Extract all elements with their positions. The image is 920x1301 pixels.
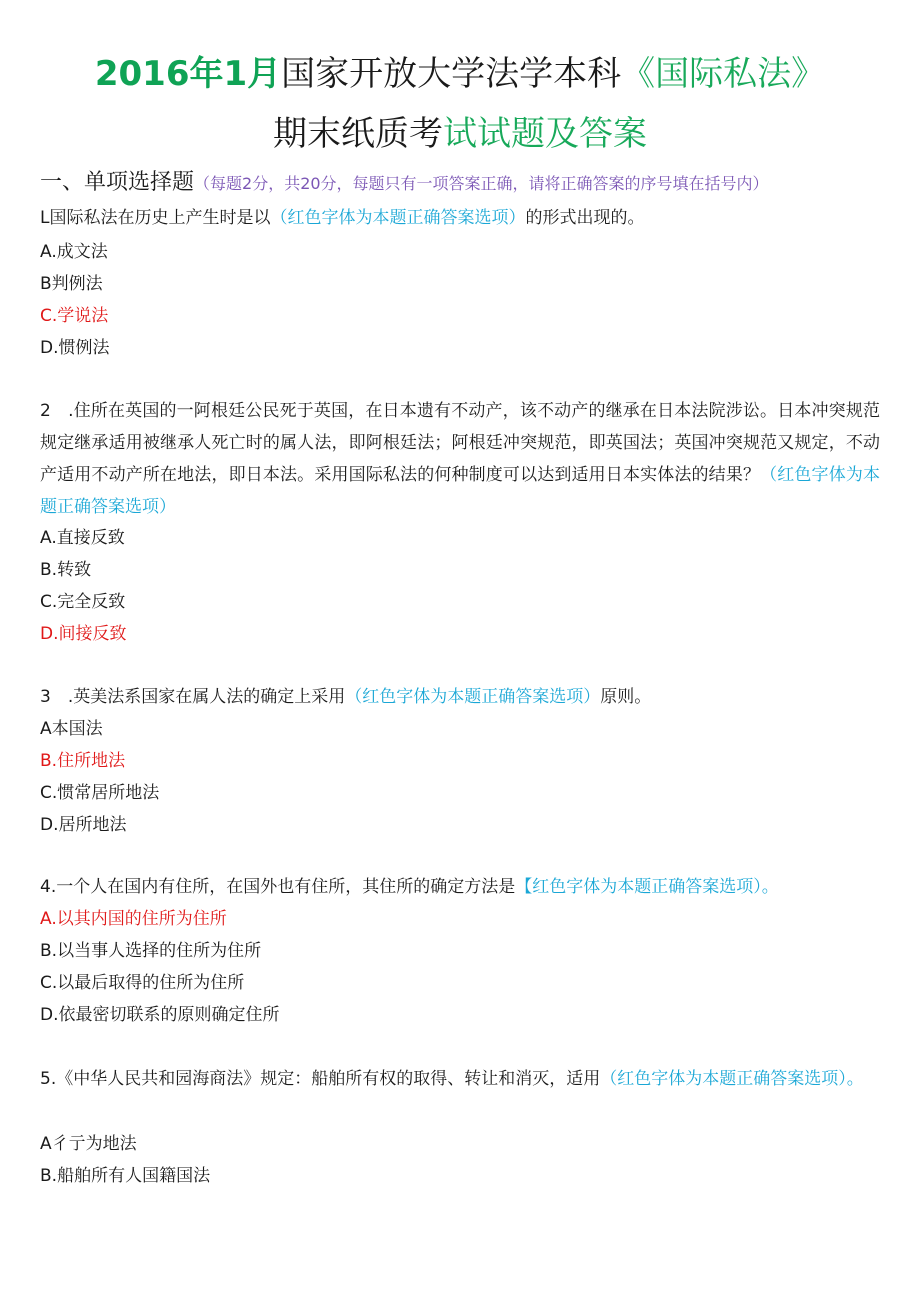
- section-title: 一、单项选择题: [40, 170, 195, 195]
- title-course: 《国际私法》: [621, 54, 826, 94]
- answer-hint: （红色字体为本题正确答案选项）。: [600, 1069, 864, 1089]
- section-heading: [40, 168, 769, 199]
- question-text-end: 的形式出现的。: [525, 208, 645, 228]
- title-school: 国家开放大学法学本科: [281, 54, 622, 94]
- answer-hint: （红色字体为本题正确答案选项）: [40, 465, 880, 517]
- question-3-option-b-correct: B.住所地法: [40, 751, 126, 771]
- question-4-stem: [40, 876, 779, 898]
- question-5-option-a: A彳亍为地法: [40, 1134, 137, 1154]
- question-5-stem: [40, 1063, 880, 1095]
- section-note: （每题2分，共20分，每题只有一项答案正确，请将正确答案的序号填在括号内）: [194, 174, 769, 193]
- question-5-option-b: B.船舶所有人国籍国法: [40, 1166, 211, 1186]
- answer-hint: （红色字体为本题正确答案选项）: [345, 687, 601, 707]
- question-text: 4.一个人在国内有住所，在国外也有住所，其住所的确定方法是: [40, 877, 516, 897]
- question-text: 5.《中华人民共和园海商法》规定：船舶所有权的取得、转让和消灭，适用: [40, 1069, 601, 1089]
- title-year: 2016年1月: [94, 54, 282, 94]
- question-3-option-a: A本国法: [40, 719, 103, 739]
- question-3-option-c: C.惯常居所地法: [40, 783, 160, 803]
- question-1-option-c-correct: C.学说法: [40, 306, 109, 326]
- question-2-stem: [40, 395, 880, 523]
- question-1-option-d: D.惯例法: [40, 338, 110, 358]
- question-2-option-b: B.转致: [40, 560, 92, 580]
- question-1-option-b: B判例法: [40, 274, 103, 294]
- question-2-option-c: C.完全反致: [40, 592, 126, 612]
- title-suffix: 试试题及答案: [443, 114, 647, 154]
- question-4-option-a-correct: A.以其内国的住所为住所: [40, 909, 227, 929]
- question-text: L国际私法在历史上产生时是以: [40, 208, 271, 228]
- question-text: 2 .住所在英国的一阿根廷公民死于英国，在日本遗有不动产，该不动产的继承在日本法院涉讼。日本冲突规范规定继承适用被继承人死亡时的属人法，即阿根廷法；阿根廷冲突规范，即英国法；英国冲突规范又规定，不动产适用不动产所在地法，即日本法。采用国际私法的何种制度可以达到适用日本实体法的结果？: [40, 401, 880, 485]
- question-4-option-b: B.以当事人选择的住所为住所: [40, 941, 262, 961]
- question-4-option-c: C.以最后取得的住所为住所: [40, 973, 245, 993]
- document-title-line-1: [0, 52, 920, 96]
- question-3-stem: [40, 686, 651, 708]
- question-2-option-a: A.直接反致: [40, 528, 125, 548]
- answer-hint: 【红色字体为本题正确答案选项）。: [515, 877, 779, 897]
- question-1-option-a: A.成文法: [40, 242, 108, 262]
- question-2-option-d-correct: D.间接反致: [40, 624, 127, 644]
- question-1-stem: [40, 207, 644, 229]
- answer-hint: （红色字体为本题正确答案选项）: [270, 208, 526, 228]
- title-exam-type: 期末纸质考: [273, 114, 443, 154]
- question-4-option-d: D.依最密切联系的原则确定住所: [40, 1005, 280, 1025]
- question-text-end: 原则。: [600, 687, 652, 707]
- question-3-option-d: D.居所地法: [40, 815, 127, 835]
- question-text: 3 .英美法系国家在属人法的确定上采用: [40, 687, 346, 707]
- document-title-line-2: [0, 112, 920, 156]
